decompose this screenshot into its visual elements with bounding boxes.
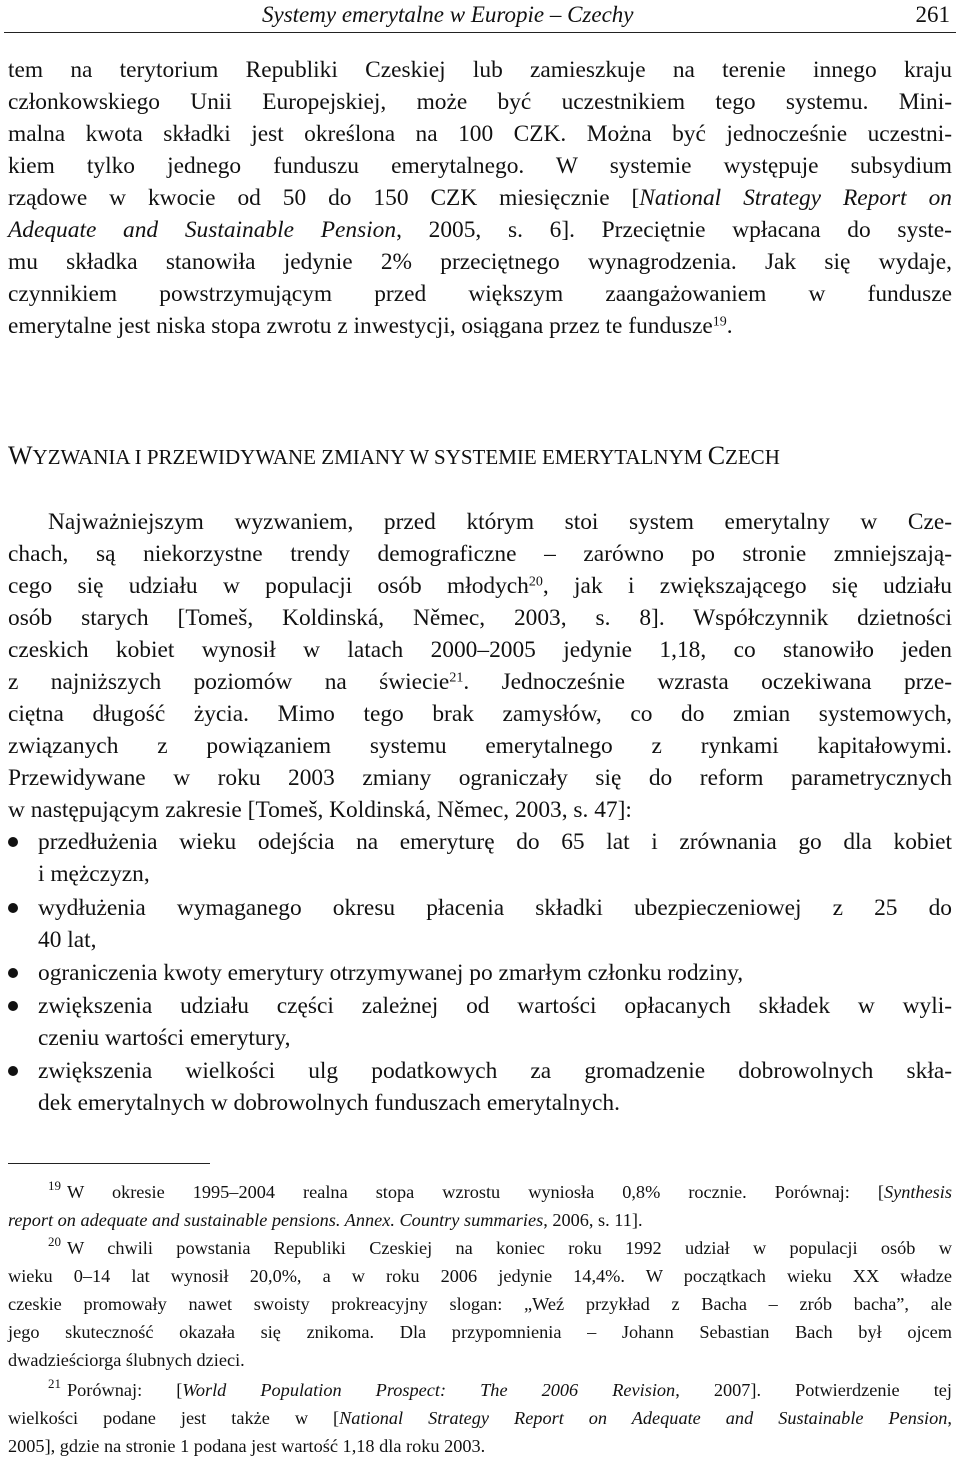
list-item-continuation: czeniu wartości emerytury, (38, 1025, 291, 1051)
text-line: Adequate and Sustainable Pension, 2005, s. 6]. Przeciętnie wpłacana do syste- (8, 217, 952, 243)
bullet-icon (8, 1066, 18, 1076)
text-line: Przewidywane w roku 2003 zmiany ograniczały się do reform parametrycznych (8, 765, 952, 791)
list-item: wydłużenia wymaganego okresu płacenia składki ubezpieczeniowej z 25 do (38, 895, 952, 921)
footnote-line: 2005], gdzie na stronie 1 podana jest wartość 1,18 dla roku 2003. (8, 1436, 486, 1456)
text-line: tem na terytorium Republiki Czeskiej lub zamieszkuje na terenie innego kraju (8, 57, 952, 83)
section-heading: WYZWANIA I PRZEWIDYWANE ZMIANY W SYSTEMIE EMERYTALNYM CZECH (8, 441, 780, 470)
running-title: Systemy emerytalne w Europie – Czechy (262, 2, 634, 27)
footnote-line: dwadzieściorga ślubnych dzieci. (8, 1350, 245, 1370)
list-item: zwiększenia udziału części zależnej od wartości opłacanych składek w wyli- (38, 993, 952, 1019)
footnote-line: wielkości podane jest także w [National Strategy Report on Adequate and Sustainable Pension, (8, 1408, 952, 1428)
page-number: 261 (915, 2, 950, 27)
list-item: przedłużenia wieku odejścia na emeryturę do 65 lat i zrównania go dla kobiet (38, 829, 952, 855)
footnote-20: $^{20}$ W chwili powstania Republiki Czeskiej na koniec roku 1992 udział w populacji osób w (48, 1234, 952, 1258)
text-line: czynnikiem powstrzymującym przed większym zaangażowaniem w fundusze (8, 281, 952, 307)
text-line: w następującym zakresie [Tomeš, Koldinská, Němec, 2003, s. 47]: (8, 797, 632, 823)
footnote-21: $^{21}$ Porównaj: [World Population Prospect: The 2006 Revision, 2007]. Potwierdzenie tej (48, 1376, 952, 1400)
text-line: Najważniejszym wyzwaniem, przed którym stoi system emerytalny w Cze- (48, 509, 952, 535)
bullet-icon (8, 968, 18, 978)
list-item-continuation: 40 lat, (38, 927, 97, 953)
text-line: rządowe w kwocie od 50 do 150 CZK miesięcznie [National Strategy Report on (8, 185, 952, 211)
footnote-ref: 20 (528, 574, 543, 590)
text-line: chach, są niekorzystne trendy demograficzne – zarówno po stronie zmniejszają- (8, 541, 952, 567)
footnote-ref: 19 (712, 314, 727, 330)
footnote-19: $^{19}$ W okresie 1995–2004 realna stopa wzrostu wyniosła 0,8% rocznie. Porównaj: [Synthesis (48, 1178, 952, 1202)
bullet-icon (8, 837, 18, 847)
bullet-icon (8, 903, 18, 913)
list-item-continuation: i mężczyzn, (38, 861, 150, 887)
text-line: ciętna długość życia. Mimo tego brak zamysłów, co do zmian systemowych, (8, 701, 952, 727)
text-line: związanych z powiązaniem systemu emerytalnego z rynkami kapitałowymi. (8, 733, 952, 759)
header-rule (4, 32, 956, 33)
footnote-line: wieku 0–14 lat wynosił 20,0%, a w roku 2006 jedynie 14,4%. W początkach wieku XX władze (8, 1266, 952, 1286)
text-line: czeskich kobiet wynosił w latach 2000–2005 jedynie 1,18, co stanowiło jeden (8, 637, 952, 663)
footnote-line: czeskie promowały nawet swoisty prokreacyjny slogan: „Weź przykład z Bacha – zrób bacha”, ale (8, 1294, 952, 1314)
text-line: malna kwota składki jest określona na 100 CZK. Można być jednocześnie uczestni- (8, 121, 952, 147)
footnote-line: jego skuteczność okazała się znikoma. Dla przypomnienia – Johann Sebastian Bach był ojcem (8, 1322, 952, 1342)
text-line: emerytalne jest niska stopa zwrotu z inwestycji, osiągana przez te fundusze$^{19}$. (8, 313, 733, 339)
list-item: ograniczenia kwoty emerytury otrzymywanej po zmarłym członku rodziny, (38, 960, 744, 986)
text-line: kiem tylko jednego funduszu emerytalnego. W systemie występuje subsydium (8, 153, 952, 179)
running-header (0, 0, 960, 36)
text-line: mu składka stanowiła jedynie 2% przeciętnego wynagrodzenia. Jak się wydaje, (8, 249, 952, 275)
bullet-icon (8, 1001, 18, 1011)
list-item: zwiększenia wielkości ulg podatkowych za gromadzenie dobrowolnych skła- (38, 1058, 952, 1084)
text-line: osób starych [Tomeš, Koldinská, Němec, 2003, s. 8]. Współczynnik dzietności (8, 605, 952, 631)
text-line: cego się udziału w populacji osób młodych$^{20}$, jak i zwiększającego się udziału (8, 573, 952, 599)
footnote-rule (8, 1163, 210, 1164)
text-line: z najniższych poziomów na świecie$^{21}$. Jednocześnie wzrasta oczekiwana prze- (8, 669, 952, 695)
footnote-line: report on adequate and sustainable pensions. Annex. Country summaries, 2006, s. 11]. (8, 1210, 643, 1230)
list-item-continuation: dek emerytalnych w dobrowolnych funduszach emerytalnych. (38, 1090, 620, 1116)
footnote-ref: 21 (449, 670, 464, 686)
text-line: członkowskiego Unii Europejskiej, może być uczestnikiem tego systemu. Mini- (8, 89, 952, 115)
